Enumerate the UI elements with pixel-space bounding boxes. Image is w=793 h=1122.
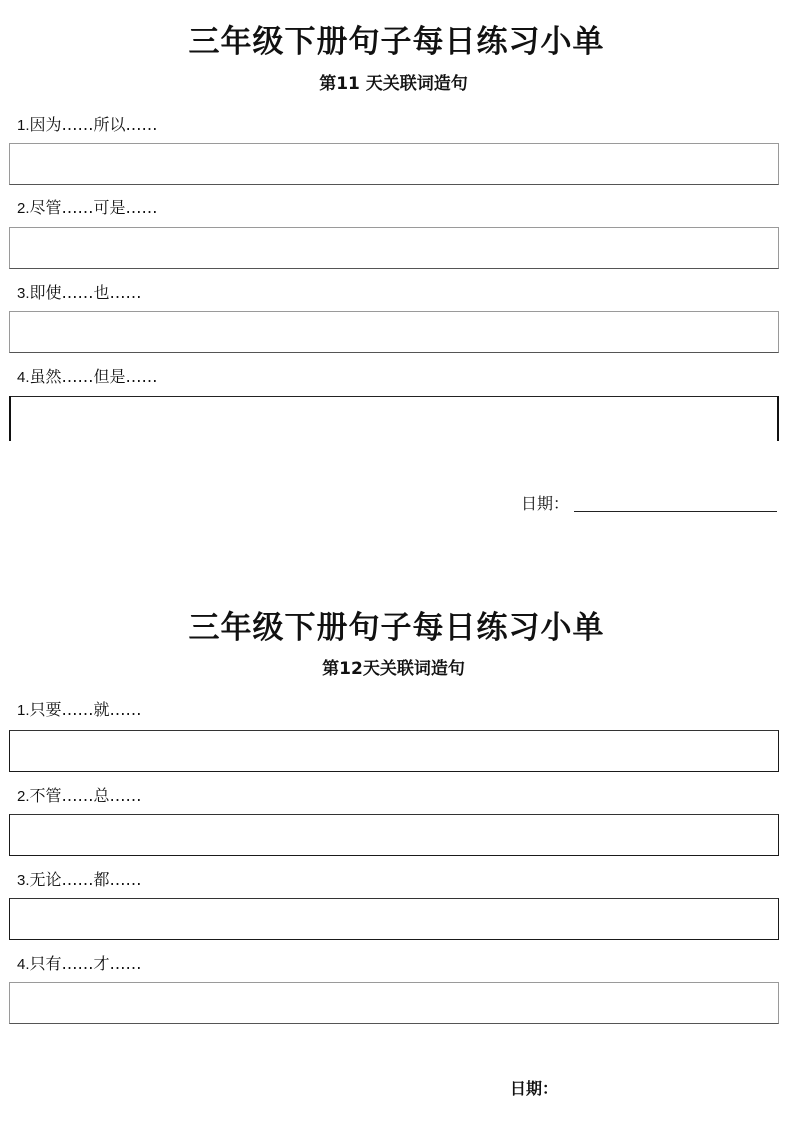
question-text: 只有……才…… xyxy=(29,954,142,973)
sheet1-answer-box-4[interactable] xyxy=(9,396,779,440)
sheet1-answer-box-1[interactable] xyxy=(9,143,779,185)
sheet1-question-1 xyxy=(17,115,158,136)
question-text: 只要……就…… xyxy=(29,700,142,719)
question-number: 4. xyxy=(17,369,30,386)
question-number: 2. xyxy=(17,200,30,217)
sheet2-question-4 xyxy=(17,954,142,975)
question-text: 尽管……可是…… xyxy=(29,198,158,217)
question-number: 1. xyxy=(17,702,30,719)
sheet2-answer-box-4[interactable] xyxy=(9,982,779,1024)
question-text: 无论……都…… xyxy=(29,870,142,889)
sheet1-title: 三年级下册句子每日练习小单 xyxy=(188,24,605,60)
sheet1-answer-box-3[interactable] xyxy=(9,311,779,353)
question-text: 因为……所以…… xyxy=(29,115,158,134)
sheet1-answer-box-2[interactable] xyxy=(9,227,779,269)
sheet2-subtitle: 第12天关联词造句 xyxy=(322,659,465,679)
question-text: 虽然……但是…… xyxy=(29,367,158,386)
sheet2-question-2 xyxy=(17,786,142,807)
question-number: 2. xyxy=(17,788,30,805)
question-text: 不管……总…… xyxy=(29,786,142,805)
question-number: 4. xyxy=(17,956,30,973)
sheet1-date-line[interactable] xyxy=(574,511,777,512)
sheet2-title: 三年级下册句子每日练习小单 xyxy=(188,610,605,646)
sheet1-date-label: 日期： xyxy=(521,494,570,513)
sheet2-answer-box-1[interactable] xyxy=(9,730,779,772)
sheet1-question-2 xyxy=(17,198,158,219)
question-number: 3. xyxy=(17,285,30,302)
sheet1-question-3 xyxy=(17,283,142,304)
sheet2-question-3 xyxy=(17,870,142,891)
sheet1-subtitle: 第11 天关联词造句 xyxy=(319,74,468,94)
question-text: 即使……也…… xyxy=(29,283,142,302)
question-number: 3. xyxy=(17,872,30,889)
question-number: 1. xyxy=(17,117,30,134)
sheet2-answer-box-2[interactable] xyxy=(9,814,779,856)
sheet2-question-1 xyxy=(17,700,142,721)
sheet1-question-4 xyxy=(17,367,158,388)
sheet2-answer-box-3[interactable] xyxy=(9,898,779,940)
sheet2-date-label: 日期： xyxy=(510,1079,559,1098)
